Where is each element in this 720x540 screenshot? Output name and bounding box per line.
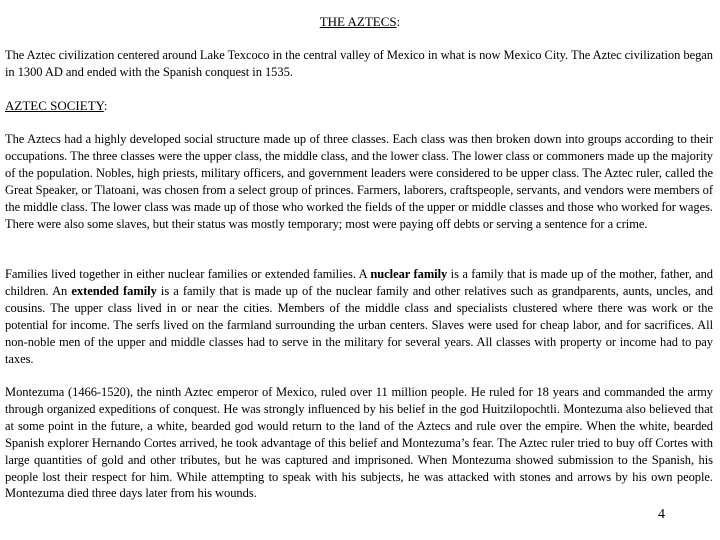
extended-family-term: extended family xyxy=(71,283,157,298)
society-heading-colon: : xyxy=(103,98,108,113)
families-text-2: is a family that is made up of the mother, father, and children. An xyxy=(5,267,713,298)
families-paragraph xyxy=(5,266,713,367)
families-text-1: Families lived together in either nuclear families or extended families. A xyxy=(5,267,371,281)
families-text-3: is a family that is made up of the nuclear family and other relatives such as grandparents, aunts, uncles, and cousins. The upper class lived in or near the cities. Members of the middle class and specialists clustered where there was work or the potential for income. The serfs lived on the farmland surrounding the urban centers. Slaves were used for cheap labor, and for sacrifices. All non-noble men of the upper and middle classes had to serve in the military for several years. All classes with property or income had to pay taxes. xyxy=(5,283,713,366)
nuclear-family-term: nuclear family xyxy=(370,267,448,281)
montezuma-paragraph: Montezuma (1466-1520), the ninth Aztec emperor of Mexico, ruled over 11 million people. He ruled for 18 years and commanded the army through organized expeditions of conquest. He was strongly influenced by his belief in the god Huitzilopochtli. Montezuma also believed that at some point in the future, a white, bearded god would return to the land of the Aztecs and rule over the empire. When the white, bearded Spanish explorer Hernando Cortes arrived, he took advantage of this belief and Montezuma’s fear. The Aztec ruler tried to buy off Cortes with large quantities of gold and other tributes, but he was captured and imprisoned. When Montezuma showed submission to the Spanish, his people lost their respect for him. While attempting to speak with his subjects, he was attacked with stones and arrows by his own people. Montezuma died three days later from his wounds. xyxy=(5,385,713,501)
title-colon: : xyxy=(396,14,401,29)
title-text: THE AZTECS xyxy=(319,14,397,29)
society-heading xyxy=(5,97,107,114)
society-paragraph: The Aztecs had a highly developed social structure made up of three classes. Each class was then broken down into groups according to their occupations. The three classes were the upper class, the middle class, and the lower class. The lower class or commoners made up the majority of the population. Nobles, high priests, military officers, and government leaders were considered to be upper class. The Aztec ruler, called the Great Speaker, or Tlatoani, was chosen from a select group of princes. Farmers, laborers, craftspeople, servants, and vendors were members of the middle class. The lower class was made up of those who worked the fields of the upper or middle classes and those who worked for wages. There were also some slaves, but their status was mostly temporary; most were paying off debts or serving a sentence for a crime. xyxy=(5,132,713,231)
page-number: 4 xyxy=(658,507,665,522)
society-heading-text: AZTEC SOCIETY xyxy=(5,98,104,113)
intro-paragraph: The Aztec civilization centered around Lake Texcoco in the central valley of Mexico in what is now Mexico City. The Aztec civilization began in 1300 AD and ended with the Spanish conquest in 1535. xyxy=(5,48,713,79)
page-title xyxy=(0,13,720,30)
